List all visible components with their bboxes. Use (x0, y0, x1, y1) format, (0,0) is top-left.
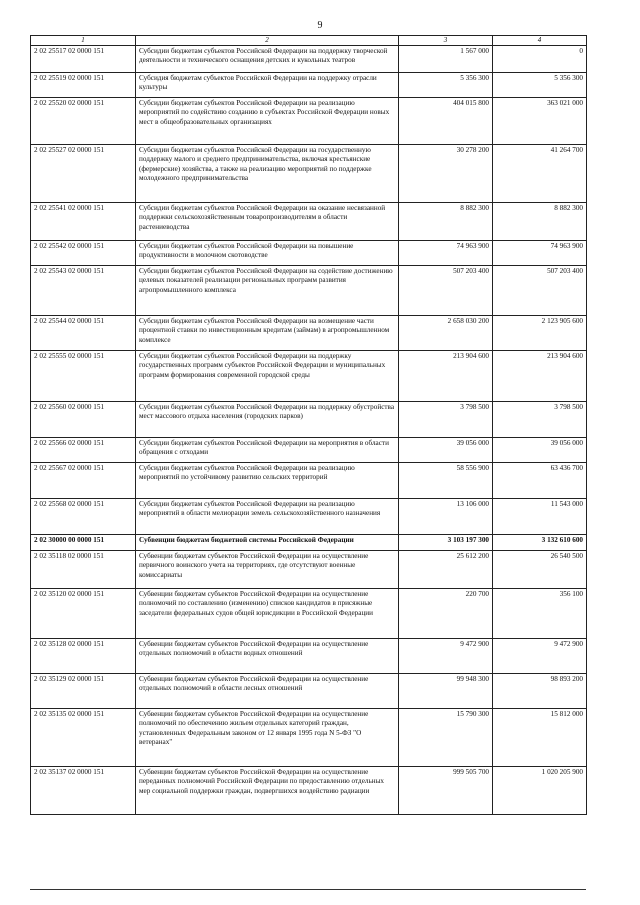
row-amount-1: 25 612 200 (399, 551, 493, 589)
column-header-row (31, 36, 587, 46)
column-header-name: 2 (136, 36, 399, 46)
row-amount-2: 356 100 (493, 589, 587, 639)
row-amount-2: 3 132 610 600 (493, 535, 587, 551)
column-header-amount-2: 4 (493, 36, 587, 46)
row-name: Субвенции бюджетам субъектов Российской Федерации на осуществление полномочий по составлению (изменению) списков кандидатов в присяжные заседатели федеральных судов общей юрисдикции в Российской Федерации (136, 589, 399, 639)
table-row (31, 438, 587, 463)
row-amount-2: 213 904 600 (493, 351, 587, 402)
row-name: Субвенции бюджетам субъектов Российской Федерации на осуществление отдельных полномочий в области водных отношений (136, 639, 399, 674)
row-amount-2: 2 123 905 600 (493, 316, 587, 351)
row-code: 2 02 25541 02 0000 151 (31, 203, 136, 241)
row-amount-2: 1 020 205 900 (493, 767, 587, 815)
row-code: 2 02 25560 02 0000 151 (31, 402, 136, 438)
row-amount-2: 8 882 300 (493, 203, 587, 241)
row-code: 2 02 25542 02 0000 151 (31, 241, 136, 266)
row-amount-2: 5 356 300 (493, 73, 587, 98)
row-code: 2 02 25566 02 0000 151 (31, 438, 136, 463)
row-name: Субвенции бюджетам субъектов Российской Федерации на осуществление первичного воинского учета на территориях, где отсутствуют военные комиссариаты (136, 551, 399, 589)
row-amount-1: 74 963 900 (399, 241, 493, 266)
row-name: Субсидии бюджетам субъектов Российской Федерации на государственную поддержку малого и среднего предпринимательства, включая крестьянские (фермерские) хозяйства, а также на реализацию мероприятий по поддержке молодежного предпринимательства (136, 145, 399, 203)
row-code: 2 02 35137 02 0000 151 (31, 767, 136, 815)
row-amount-1: 507 203 400 (399, 266, 493, 316)
row-name: Субсидии бюджетам субъектов Российской Федерации на возмещение части процентной ставки по инвестиционным кредитам (займам) в агропромышленном комплексе (136, 316, 399, 351)
row-amount-2: 507 203 400 (493, 266, 587, 316)
row-amount-2: 9 472 900 (493, 639, 587, 674)
table-row (31, 73, 587, 98)
table-row (31, 639, 587, 674)
row-code: 2 02 35120 02 0000 151 (31, 589, 136, 639)
row-amount-1: 13 106 000 (399, 499, 493, 535)
table-row (31, 709, 587, 767)
table-row (31, 316, 587, 351)
table-row (31, 266, 587, 316)
column-header-amount-1: 3 (399, 36, 493, 46)
row-name: Субвенции бюджетам субъектов Российской Федерации на осуществление отдельных полномочий в области лесных отношений (136, 674, 399, 709)
row-code: 2 02 25567 02 0000 151 (31, 463, 136, 499)
page-number: 9 (317, 20, 323, 31)
row-code: 2 02 35128 02 0000 151 (31, 639, 136, 674)
row-code: 2 02 25519 02 0000 151 (31, 73, 136, 98)
row-code: 2 02 35135 02 0000 151 (31, 709, 136, 767)
row-name: Субсидии бюджетам субъектов Российской Федерации на содействие достижению целевых показателей реализации региональных программ развития агропромышленного комплекса (136, 266, 399, 316)
row-amount-2: 63 436 700 (493, 463, 587, 499)
table-row (31, 535, 587, 551)
column-header-code: 1 (31, 36, 136, 46)
row-name: Субсидии бюджетам субъектов Российской Федерации на реализацию мероприятий по содействию созданию в субъектах Российской Федерации новых мест в общеобразовательных организациях (136, 98, 399, 145)
row-amount-1: 5 356 300 (399, 73, 493, 98)
row-amount-1: 99 948 300 (399, 674, 493, 709)
table-row (31, 46, 587, 73)
row-amount-1: 30 278 200 (399, 145, 493, 203)
row-amount-1: 3 798 500 (399, 402, 493, 438)
row-amount-1: 9 472 900 (399, 639, 493, 674)
table-row (31, 499, 587, 535)
row-amount-1: 213 904 600 (399, 351, 493, 402)
row-amount-2: 11 543 000 (493, 499, 587, 535)
row-name: Субсидии бюджетам субъектов Российской Федерации на оказание несвязанной поддержки сельскохозяйственным товаропроизводителям в области растениеводства (136, 203, 399, 241)
table-row (31, 241, 587, 266)
table-row (31, 589, 587, 639)
page-bottom-rule (30, 889, 586, 890)
row-name: Субсидии бюджетам субъектов Российской Федерации на реализацию мероприятий в области мелиорации земель сельскохозяйственного назначения (136, 499, 399, 535)
row-amount-1: 404 015 800 (399, 98, 493, 145)
row-code: 2 02 30000 00 0000 151 (31, 535, 136, 551)
row-amount-1: 39 056 000 (399, 438, 493, 463)
row-code: 2 02 25517 02 0000 151 (31, 46, 136, 73)
table-row (31, 674, 587, 709)
row-amount-1: 999 505 700 (399, 767, 493, 815)
row-amount-2: 0 (493, 46, 587, 73)
row-code: 2 02 35118 02 0000 151 (31, 551, 136, 589)
row-amount-2: 3 798 500 (493, 402, 587, 438)
row-amount-2: 98 893 200 (493, 674, 587, 709)
row-code: 2 02 25520 02 0000 151 (31, 98, 136, 145)
row-amount-2: 39 056 000 (493, 438, 587, 463)
budget-table (30, 35, 587, 815)
table-row (31, 351, 587, 402)
row-amount-2: 74 963 900 (493, 241, 587, 266)
table-row (31, 145, 587, 203)
row-amount-2: 363 021 000 (493, 98, 587, 145)
table-row (31, 98, 587, 145)
row-amount-1: 58 556 900 (399, 463, 493, 499)
row-code: 2 02 25527 02 0000 151 (31, 145, 136, 203)
table-row (31, 402, 587, 438)
row-code: 2 02 35129 02 0000 151 (31, 674, 136, 709)
row-name: Субсидия бюджетам субъектов Российской Федерации на поддержку отрасли культуры (136, 73, 399, 98)
row-amount-1: 1 567 000 (399, 46, 493, 73)
row-amount-1: 3 103 197 300 (399, 535, 493, 551)
row-code: 2 02 25555 02 0000 151 (31, 351, 136, 402)
row-amount-2: 41 264 700 (493, 145, 587, 203)
table-row (31, 203, 587, 241)
table-row (31, 767, 587, 815)
row-code: 2 02 25543 02 0000 151 (31, 266, 136, 316)
row-code: 2 02 25568 02 0000 151 (31, 499, 136, 535)
row-name: Субсидии бюджетам субъектов Российской Федерации на поддержку творческой деятельности и технического оснащения детских и кукольных театров (136, 46, 399, 73)
row-name: Субсидии бюджетам субъектов Российской Федерации на повышение продуктивности в молочном скотоводстве (136, 241, 399, 266)
row-name: Субвенции бюджетам субъектов Российской Федерации на осуществление полномочий по обеспечению жильем отдельных категорий граждан, установленных Федеральным законом от 12 января 1995 года N 5-ФЗ "О ветеранах" (136, 709, 399, 767)
table-row (31, 463, 587, 499)
table-row (31, 551, 587, 589)
row-name: Субвенции бюджетам субъектов Российской Федерации на осуществление переданных полномочий Российской Федерации по предоставлению отдельных мер социальной поддержки граждан, подвергшихся воздействию радиации (136, 767, 399, 815)
row-amount-2: 15 812 000 (493, 709, 587, 767)
row-amount-1: 8 882 300 (399, 203, 493, 241)
row-amount-1: 2 658 030 200 (399, 316, 493, 351)
row-amount-1: 15 790 300 (399, 709, 493, 767)
row-name: Субсидии бюджетам субъектов Российской Федерации на реализацию мероприятий по устойчивому развитию сельских территорий (136, 463, 399, 499)
row-name: Субвенции бюджетам бюджетной системы Российской Федерации (136, 535, 399, 551)
row-amount-1: 220 700 (399, 589, 493, 639)
row-code: 2 02 25544 02 0000 151 (31, 316, 136, 351)
row-name: Субсидии бюджетам субъектов Российской Федерации на мероприятия в области обращения с отходами (136, 438, 399, 463)
row-amount-2: 26 540 500 (493, 551, 587, 589)
row-name: Субсидии бюджетам субъектов Российской Федерации на поддержку государственных программ субъектов Российской Федерации и муниципальных программ формирования современной городской среды (136, 351, 399, 402)
row-name: Субсидии бюджетам субъектов Российской Федерации на поддержку обустройства мест массового отдыха населения (городских парков) (136, 402, 399, 438)
